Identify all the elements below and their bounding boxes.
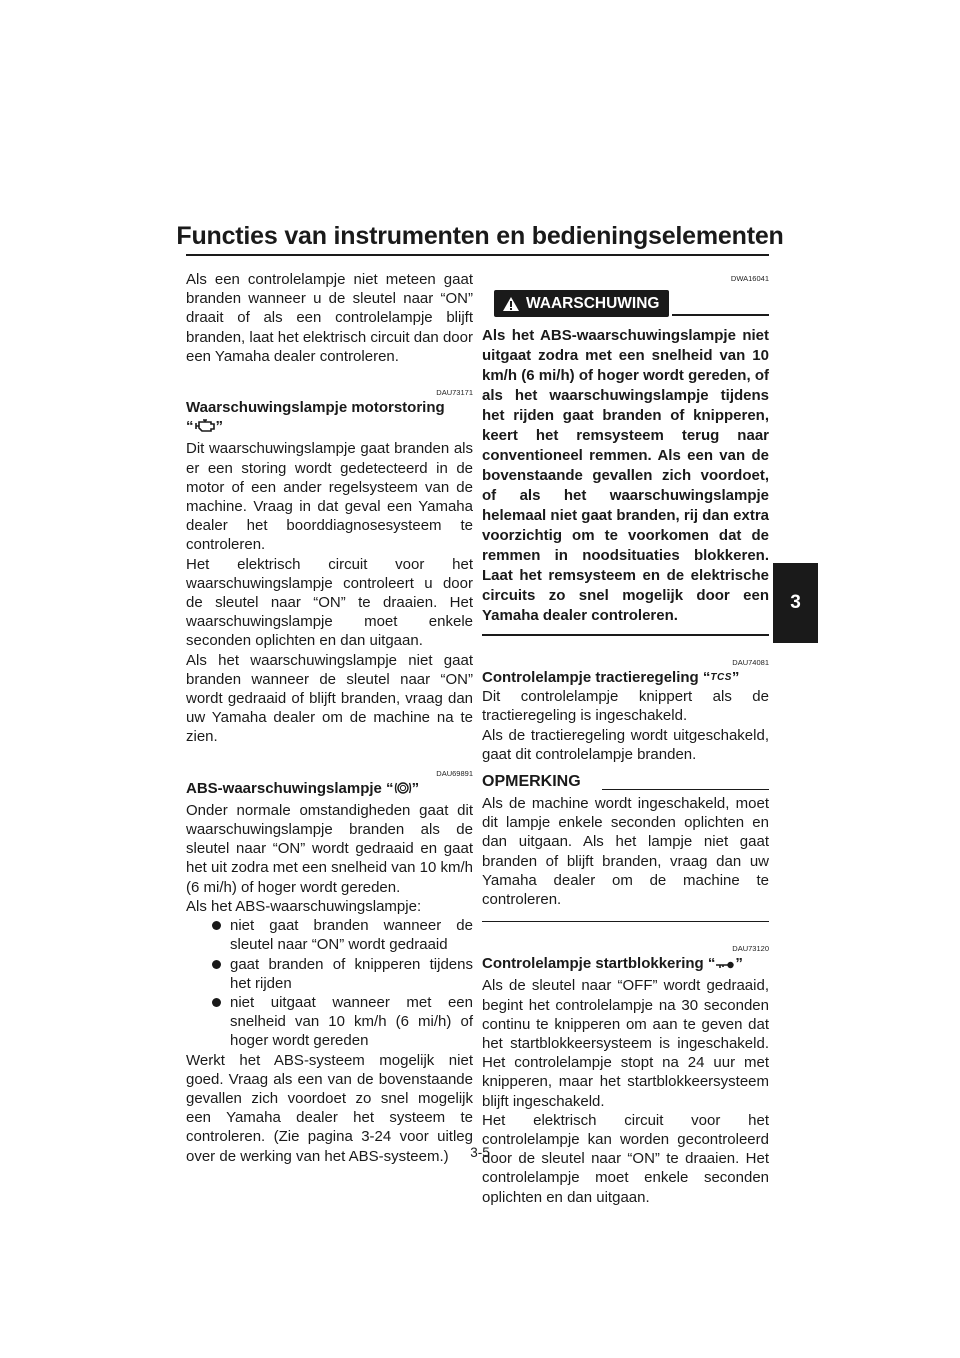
engine-heading-line1: Waarschuwingslampje motorstoring — [186, 399, 445, 417]
warning-end-rule — [482, 634, 769, 636]
warning-badge — [494, 290, 669, 317]
bullet-dot-icon — [212, 998, 221, 1007]
immobilizer-heading-close-quote: ” — [735, 955, 743, 973]
tcs-paragraph-1: Dit controlelampje knippert als de tractieregeling is ingeschakeld. — [482, 688, 769, 725]
tcs-heading-close-quote: ” — [731, 669, 740, 686]
abs-warning-heading — [186, 779, 473, 801]
note-label: OPMERKING — [482, 773, 581, 791]
warning-triangle-icon — [502, 296, 520, 312]
tcs-heading-text: Controlelampje tractieregeling “ — [482, 669, 711, 686]
abs-paragraph-3: Werkt het ABS-systeem mogelijk niet goed. Vraag als een van de bovenstaande gevallen zich voordoet zo snel mogelijk een Yamaha dealer het systeem te controleren. (Zie pagina 3-24 voor uitleg over de werking van het ABS-systeem.) — [186, 1051, 473, 1165]
engine-paragraph-1: Dit waarschuwingslampje gaat branden als er een storing wordt gedetecteerd in de motor of een ander regelsysteem van de machine. Vraag in dat geval een Yamaha dealer het boorddiagnosesysteem te controleren. — [186, 440, 473, 554]
section-code-immobilizer: DAU73120 — [732, 944, 769, 954]
key-icon — [715, 957, 735, 976]
page-number: 3-5 — [470, 1145, 490, 1160]
abs-bullet-text: niet uitgaat wanneer met een snelheid van 10 km/h (6 mi/h) of hoger wordt gereden — [230, 993, 473, 1050]
abs-heading-text: ABS-waarschuwingslampje “ — [186, 779, 394, 797]
note-body: Als de machine wordt ingeschakeld, moet dit lampje enkele seconden oplichten en dan uitgaan. Als het lampje niet gaat branden of blijft branden, vraag dan uw Yamaha dealer om de machine te controleren. — [482, 795, 769, 909]
engine-heading-close-quote: ” — [215, 418, 223, 436]
immobilizer-heading-text: Controlelampje startblokkering “ — [482, 955, 716, 973]
abs-icon — [394, 780, 412, 801]
engine-warning-heading — [186, 398, 473, 439]
abs-bullet-list — [186, 916, 473, 1050]
section-code-warning: DWA16041 — [730, 274, 769, 283]
abs-bullet-text: niet gaat branden wanneer de sleutel naar “ON” wordt gedraaid — [230, 917, 473, 954]
page-header-title: Functies van instrumenten en bedieningselementen — [176, 222, 784, 250]
immobilizer-paragraph-1: Als de sleutel naar “OFF” wordt gedraaid, begint het controlelampje na 30 seconden continu te knipperen om aan te geven dat het startblokkeersysteem is ingeschakeld. Het controlelampje stopt na 24 uur met knipperen, maar het startblokkeersysteem blijft ingeschakeld. — [482, 977, 769, 1110]
abs-paragraph-2: Als het ABS-waarschuwingslampje: — [186, 897, 422, 915]
list-item — [206, 955, 473, 993]
section-code-abs: DAU69891 — [436, 768, 473, 778]
tcs-paragraph-2: Als de tractieregeling wordt uitgeschakeld, gaat dit controlelampje branden. — [482, 726, 769, 763]
warning-header — [482, 290, 769, 320]
immobilizer-paragraph-2: Het elektrisch circuit voor het controlelampje kan worden gecontroleerd door de sleutel naar “ON” te draaien. Het controlelampje moet enkele seconden oplichten en dan uitgaan. — [482, 1111, 769, 1206]
engine-heading-open-quote: “ — [186, 418, 194, 436]
warning-label: WAARSCHUWING — [526, 294, 660, 312]
bullet-dot-icon — [212, 921, 221, 930]
section-code-engine: DAU73171 — [436, 388, 473, 398]
intro-paragraph: Als een controlelampje niet meteen gaat branden wanneer u de sleutel naar “ON” draait of als een controlelampje blijft branden, laat het elektrisch circuit dan door een Yamaha dealer controleren. — [186, 271, 473, 365]
chapter-tab: 3 — [773, 563, 818, 643]
warning-rule — [672, 314, 769, 316]
header-rule — [186, 254, 769, 256]
note-rule — [602, 789, 769, 790]
bullet-dot-icon — [212, 960, 221, 969]
tcs-heading — [482, 668, 769, 687]
note-end-rule — [482, 921, 769, 922]
immobilizer-heading — [482, 954, 769, 976]
abs-paragraph-1: Onder normale omstandigheden gaat dit waarschuwingslampje branden als de sleutel naar “ON” wordt gedraaid en gaat het uit zodra met een snelheid van 10 km/h (6 mi/h) of hoger wordt gereden. — [186, 801, 473, 896]
engine-paragraph-3: Als het waarschuwingslampje niet gaat branden wanneer de sleutel naar “ON” wordt gedraaid of blijft branden, vraag dan uw Yamaha dealer om de machine na te zien. — [186, 651, 473, 746]
tcs-icon: TCS — [710, 672, 732, 683]
warning-body: Als het ABS-waarschuwingslampje niet uitgaat zodra met een snelheid van 10 km/h (6 mi/h) of hoger wordt gereden, of als het waarschuwingslampje tijdens het rijden gaat branden of knipperen, keert het remsysteem terug naar conventioneel remmen. Als een van de bovenstaande gevallen zich voordoet, of als het waarschuwingslampje helemaal niet gaat branden, rij dan extra voorzichtig om te voorkomen dat de remmen in noodsituaties blokkeren. Laat het remsysteem en de elektrische circuits zo snel mogelijk door een Yamaha dealer controleren. — [482, 327, 769, 624]
abs-heading-close-quote: ” — [411, 779, 420, 797]
engine-check-icon — [194, 418, 216, 439]
right-column — [482, 270, 769, 1207]
engine-paragraph-2: Het elektrisch circuit voor het waarschuwingslampje controleert u door de sleutel naar “ON” te draaien. Het waarschuwingslampje moet enkele seconden oplichten en dan uitgaan. — [186, 555, 473, 650]
engine-heading-line2 — [186, 417, 473, 439]
left-column — [186, 270, 473, 1166]
abs-bullet-text: gaat branden of knipperen tijdens het rijden — [230, 955, 473, 992]
note-header — [482, 772, 769, 794]
list-item — [206, 993, 473, 1051]
list-item — [206, 916, 473, 954]
section-code-tcs: DAU74081 — [732, 658, 769, 667]
